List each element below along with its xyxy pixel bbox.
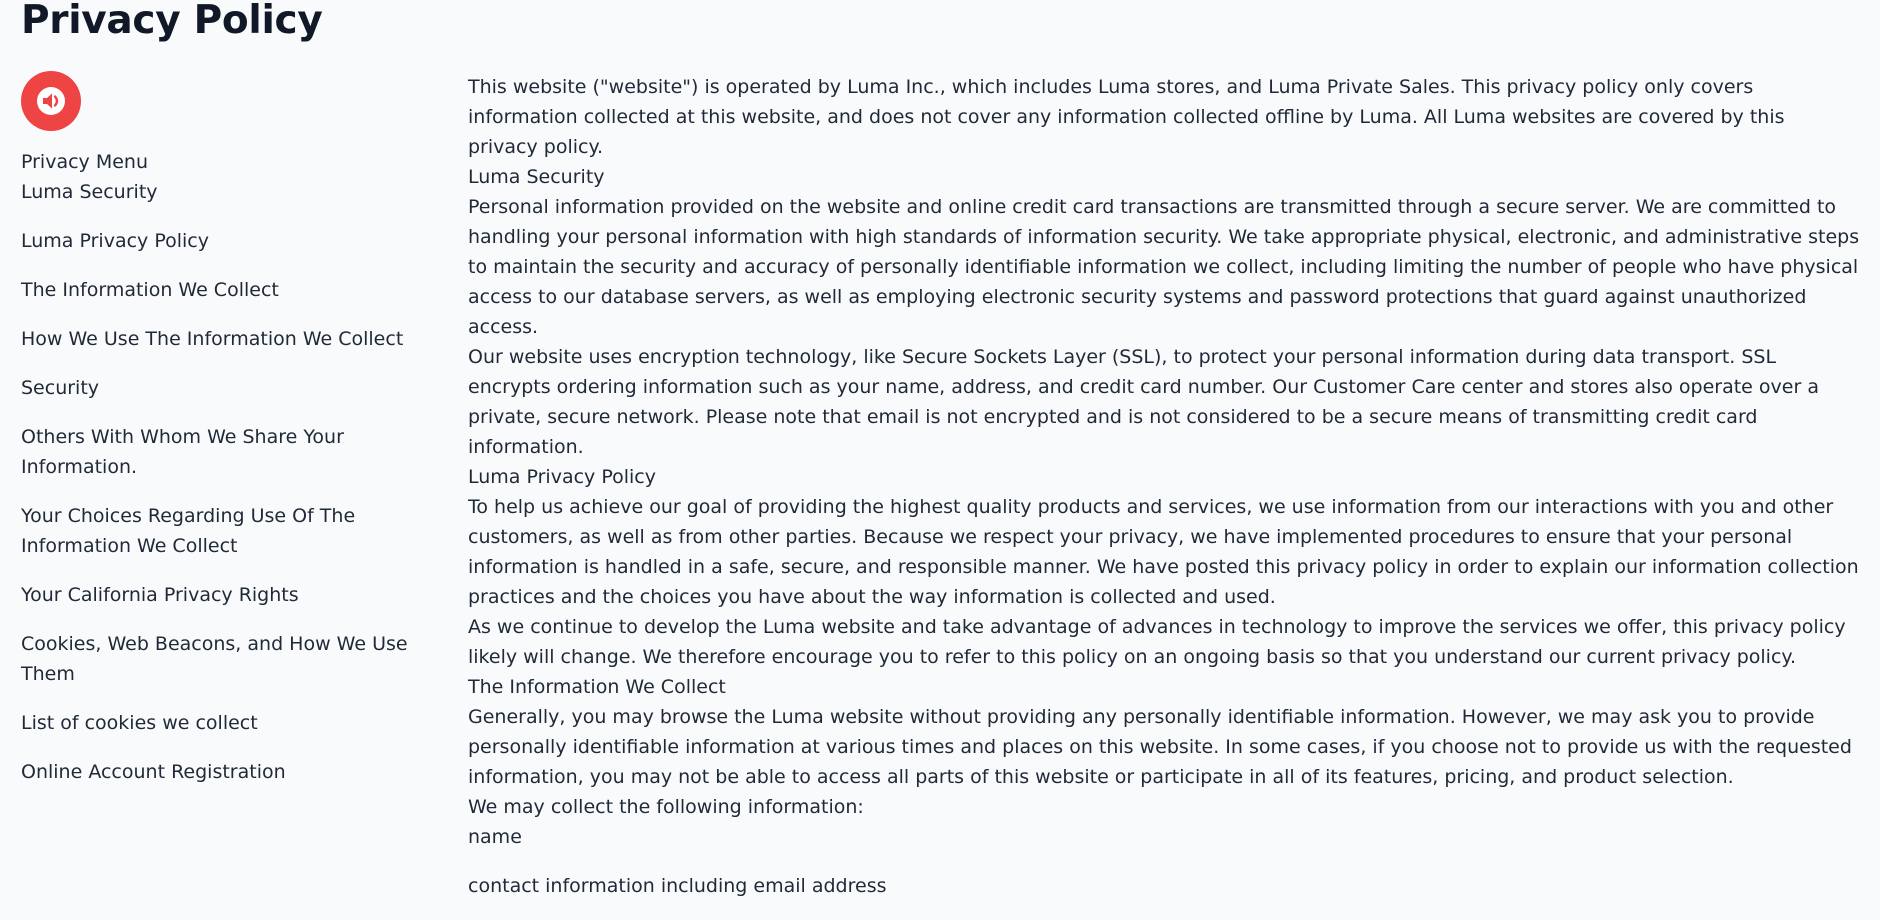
- policy-paragraph-2: As we continue to develop the Luma website and take advantage of advances in technology to improve the services we offer, this privacy policy likely will change. We therefore encourage you to refer to this policy on an ongoing basis so that you understand our current privacy policy.: [468, 616, 1846, 668]
- policy-paragraph-1: To help us achieve our goal of providing the highest quality products and services, we use information from our interactions with you and other customers, as well as from other parties. Because we respect your privacy, we have implemented procedures to ensure that your personal information is handled in a safe, secure, and responsible manner. We have posted this privacy policy in order to explain our information collection practices and the choices you have about the way information is collected and used.: [468, 496, 1859, 608]
- sidebar-item-security: [21, 373, 411, 403]
- section-heading-luma-privacy-policy: Luma Privacy Policy: [468, 466, 656, 488]
- sidebar-link[interactable]: How We Use The Information We Collect: [21, 328, 404, 350]
- policy-content: [468, 72, 1860, 920]
- collected-information-list: [468, 822, 1860, 901]
- security-paragraph-2: Our website uses encryption technology, like Secure Sockets Layer (SSL), to protect your personal information during data transport. SSL encrypts ordering information such as your name, address, and credit card number. Our Customer Care center and stores also operate over a private, secure network. Please note that email is not encrypted and is not considered to be a secure means of transmitting credit card information.: [468, 346, 1819, 458]
- list-item: contact information including email address: [468, 875, 887, 897]
- page-title: Privacy Policy: [21, 0, 323, 43]
- speaker-icon: [34, 84, 68, 118]
- read-aloud-button[interactable]: [21, 71, 81, 131]
- sidebar-link[interactable]: Luma Security: [21, 181, 158, 203]
- sidebar-link[interactable]: Your Choices Regarding Use Of The Information We Collect: [21, 505, 356, 557]
- sidebar-item-luma-privacy-policy: [21, 226, 411, 256]
- sidebar-link[interactable]: The Information We Collect: [21, 279, 279, 301]
- section-heading-luma-security: Luma Security: [468, 166, 605, 188]
- sidebar-item-online-account-registration: [21, 757, 411, 787]
- sidebar-link[interactable]: Security: [21, 377, 100, 399]
- sidebar-item-how-we-use-information: [21, 324, 411, 354]
- sidebar-link[interactable]: Luma Privacy Policy: [21, 230, 209, 252]
- privacy-menu-list: [21, 177, 411, 787]
- section-heading-information-we-collect: The Information We Collect: [468, 676, 726, 698]
- sidebar-item-your-choices: [21, 501, 411, 561]
- sidebar-item-california-privacy-rights: [21, 580, 411, 610]
- collect-paragraph-2: We may collect the following information:: [468, 796, 864, 818]
- privacy-menu: [21, 147, 411, 806]
- sidebar-item-information-we-collect: [21, 275, 411, 305]
- collect-paragraph-1: Generally, you may browse the Luma website without providing any personally identifiable information. However, we may ask you to provide personally identifiable information at various times and places on this website. In some cases, if you choose not to provide us with the requested information, you may not be able to access all parts of this website or participate in all of its features, pricing, and product selection.: [468, 706, 1852, 788]
- sidebar-item-list-of-cookies: [21, 708, 411, 738]
- sidebar-link[interactable]: Cookies, Web Beacons, and How We Use Them: [21, 633, 408, 685]
- sidebar-link[interactable]: List of cookies we collect: [21, 712, 258, 734]
- list-item: name: [468, 826, 522, 848]
- sidebar-item-others-we-share-with: [21, 422, 411, 482]
- intro-paragraph: This website ("website") is operated by Luma Inc., which includes Luma stores, and Luma Private Sales. This privacy policy only covers information collected at this website, and does not cover any information collected offline by Luma. All Luma websites are covered by this privacy policy.: [468, 76, 1785, 158]
- sidebar-item-cookies-web-beacons: [21, 629, 411, 689]
- sidebar-link[interactable]: Others With Whom We Share Your Information.: [21, 426, 344, 478]
- sidebar-link[interactable]: Your California Privacy Rights: [21, 584, 299, 606]
- privacy-menu-heading: Privacy Menu: [21, 151, 148, 173]
- sidebar-item-luma-security: [21, 177, 411, 207]
- sidebar-link[interactable]: Online Account Registration: [21, 761, 286, 783]
- security-paragraph-1: Personal information provided on the website and online credit card transactions are transmitted through a secure server. We are committed to handling your personal information with high standards of information security. We take appropriate physical, electronic, and administrative steps to maintain the security and accuracy of personally identifiable information we collect, including limiting the number of people who have physical access to our database servers, as well as employing electronic security systems and password protections that guard against unauthorized access.: [468, 196, 1860, 338]
